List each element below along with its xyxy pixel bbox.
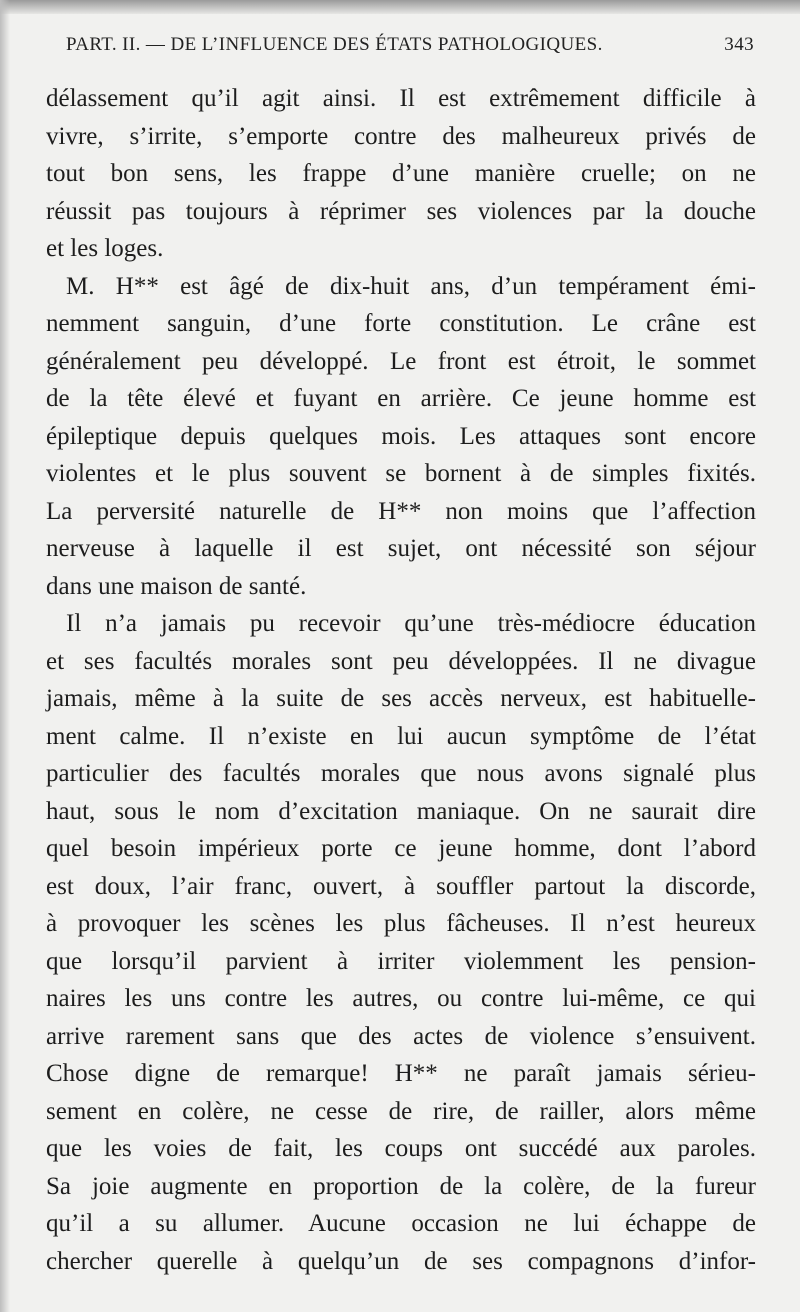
text-line: vivre, s’irrite, s’emporte contre des malheureux privés de <box>46 122 756 150</box>
text-line: Il n’a jamais pu recevoir qu’une très-médiocre éducation <box>66 610 756 637</box>
text-line: chercher querelle à quelqu’un de ses compagnons d’infor- <box>46 1247 756 1275</box>
text-line: violentes et le plus souvent se bornent à de simples fixités. <box>46 460 756 487</box>
text-line: nerveuse à laquelle il est sujet, ont nécessité son séjour <box>46 535 756 562</box>
text-line: que les voies de fait, les coups ont succédé aux paroles. <box>46 1135 756 1162</box>
text-line: généralement peu développé. Le front est étroit, le sommet <box>46 347 756 375</box>
body-text <box>46 80 756 1280</box>
text-line: dans une maison de santé. <box>46 572 307 600</box>
text-line: épileptique depuis quelques mois. Les attaques sont encore <box>46 422 756 450</box>
text-line: sement en colère, ne cesse de rire, de railler, alors même <box>46 1097 756 1125</box>
text-line: quel besoin impérieux porte ce jeune homme, dont l’abord <box>46 835 756 862</box>
text-line: Sa joie augmente en proportion de la colère, de la fureur <box>46 1172 756 1200</box>
text-line: naires les uns contre les autres, ou contre lui-même, ce qui <box>46 985 756 1012</box>
text-line: haut, sous le nom d’excitation maniaque. On ne saurait dire <box>46 797 756 825</box>
text-line: réussit pas toujours à réprimer ses violences par la douche <box>46 197 756 225</box>
text-line: jamais, même à la suite de ses accès nerveux, est habituelle- <box>46 685 756 712</box>
running-head <box>66 34 754 68</box>
text-line: de la tête élevé et fuyant en arrière. Ce jeune homme est <box>46 385 756 412</box>
text-line: et les loges. <box>46 235 164 262</box>
text-line: arrive rarement sans que des actes de violence s’ensuivent. <box>46 1022 756 1050</box>
text-line: nemment sanguin, d’une forte constitution. Le crâne est <box>46 310 756 337</box>
text-line: à provoquer les scènes les plus fâcheuses. Il n’est heureux <box>46 910 756 937</box>
text-line: Chose digne de remarque! H** ne paraît jamais sérieu- <box>46 1060 756 1087</box>
text-line: délassement qu’il agit ainsi. Il est extrêmement difficile à <box>46 85 756 112</box>
text-line: que lorsqu’il parvient à irriter violemment les pension- <box>46 947 756 975</box>
text-line: qu’il a su allumer. Aucune occasion ne lui échappe de <box>46 1210 756 1237</box>
text-line: ment calme. Il n’existe en lui aucun symptôme de l’état <box>46 722 756 750</box>
text-line: est doux, l’air franc, ouvert, à souffler partout la discorde, <box>46 872 756 900</box>
text-line: M. H** est âgé de dix-huit ans, d’un tempérament émi- <box>66 272 756 300</box>
text-line: La perversité naturelle de H** non moins que l’affection <box>46 497 756 525</box>
text-line: tout bon sens, les frappe d’une manière cruelle; on ne <box>46 160 756 187</box>
running-title: PART. II. — DE L’INFLUENCE DES ÉTATS PATHOLOGIQUES. <box>66 34 603 55</box>
page-number: 343 <box>724 34 754 55</box>
text-line: et ses facultés morales sont peu développées. Il ne divague <box>46 647 756 675</box>
text-line: particulier des facultés morales que nous avons signalé plus <box>46 760 756 787</box>
